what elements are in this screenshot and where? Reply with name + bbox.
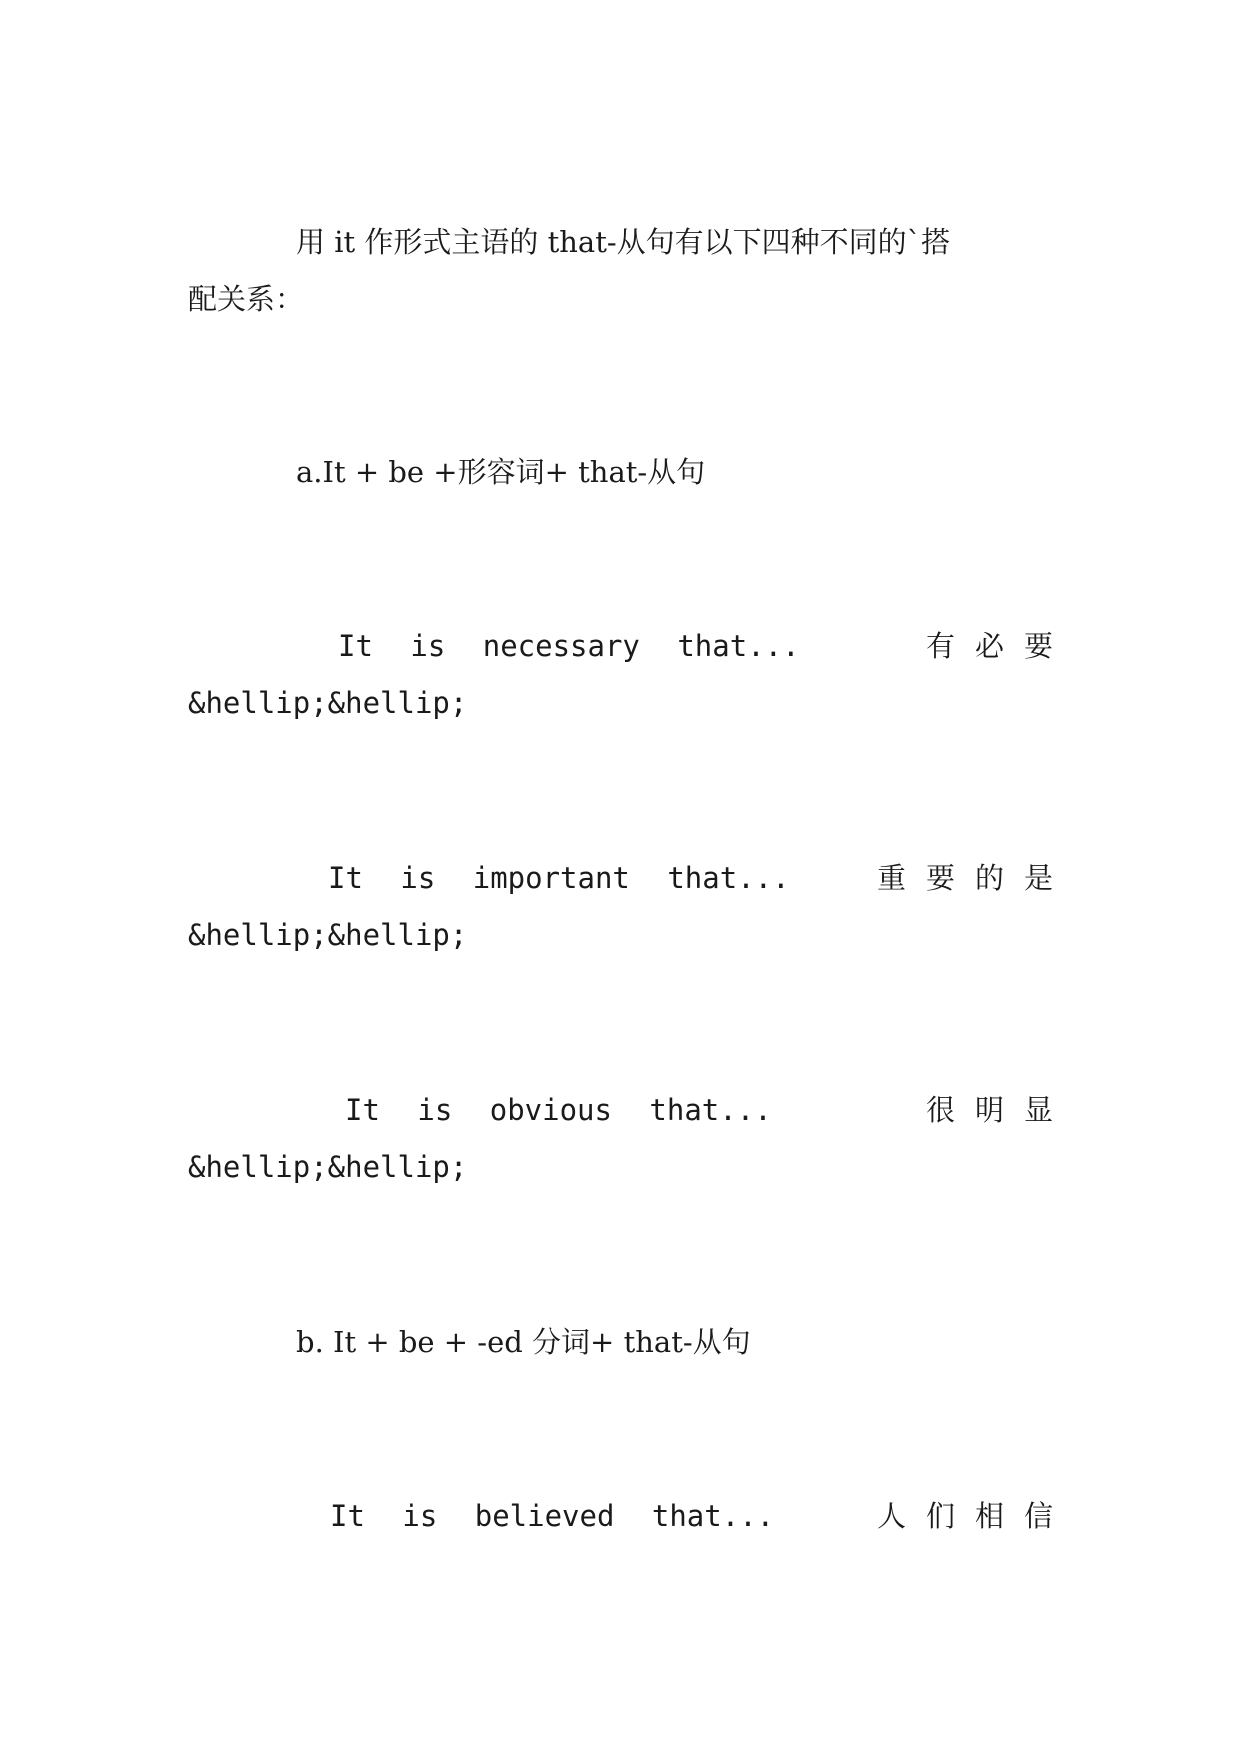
- example-zh: 有必要: [925, 629, 1073, 663]
- example-zh: 重要的是: [876, 861, 1073, 895]
- example-continuation: &hellip;&hellip;: [188, 1150, 468, 1184]
- example-believed: [188, 1496, 1073, 1536]
- example-en: It is believed that...: [330, 1499, 775, 1533]
- section-b-heading: b. It + be + -ed 分词+ that-从句: [296, 1325, 751, 1359]
- example-continuation: &hellip;&hellip;: [188, 918, 468, 952]
- section-a-heading: a.It + be +形容词+ that-从句: [296, 455, 706, 489]
- example-en: It is important that...: [328, 861, 790, 895]
- example-zh: 人们相信: [876, 1499, 1073, 1533]
- example-necessary: [188, 626, 1073, 666]
- example-en: It is necessary that...: [338, 629, 800, 663]
- example-important: [188, 858, 1073, 898]
- intro-line-2: 配关系：: [188, 282, 305, 316]
- example-en: It is obvious that...: [345, 1093, 772, 1127]
- example-continuation: &hellip;&hellip;: [188, 686, 468, 720]
- example-obvious: [188, 1090, 1073, 1130]
- intro-line-1: 用 it 作形式主语的 that-从句有以下四种不同的`搭: [296, 225, 951, 259]
- example-zh: 很明显: [925, 1093, 1073, 1127]
